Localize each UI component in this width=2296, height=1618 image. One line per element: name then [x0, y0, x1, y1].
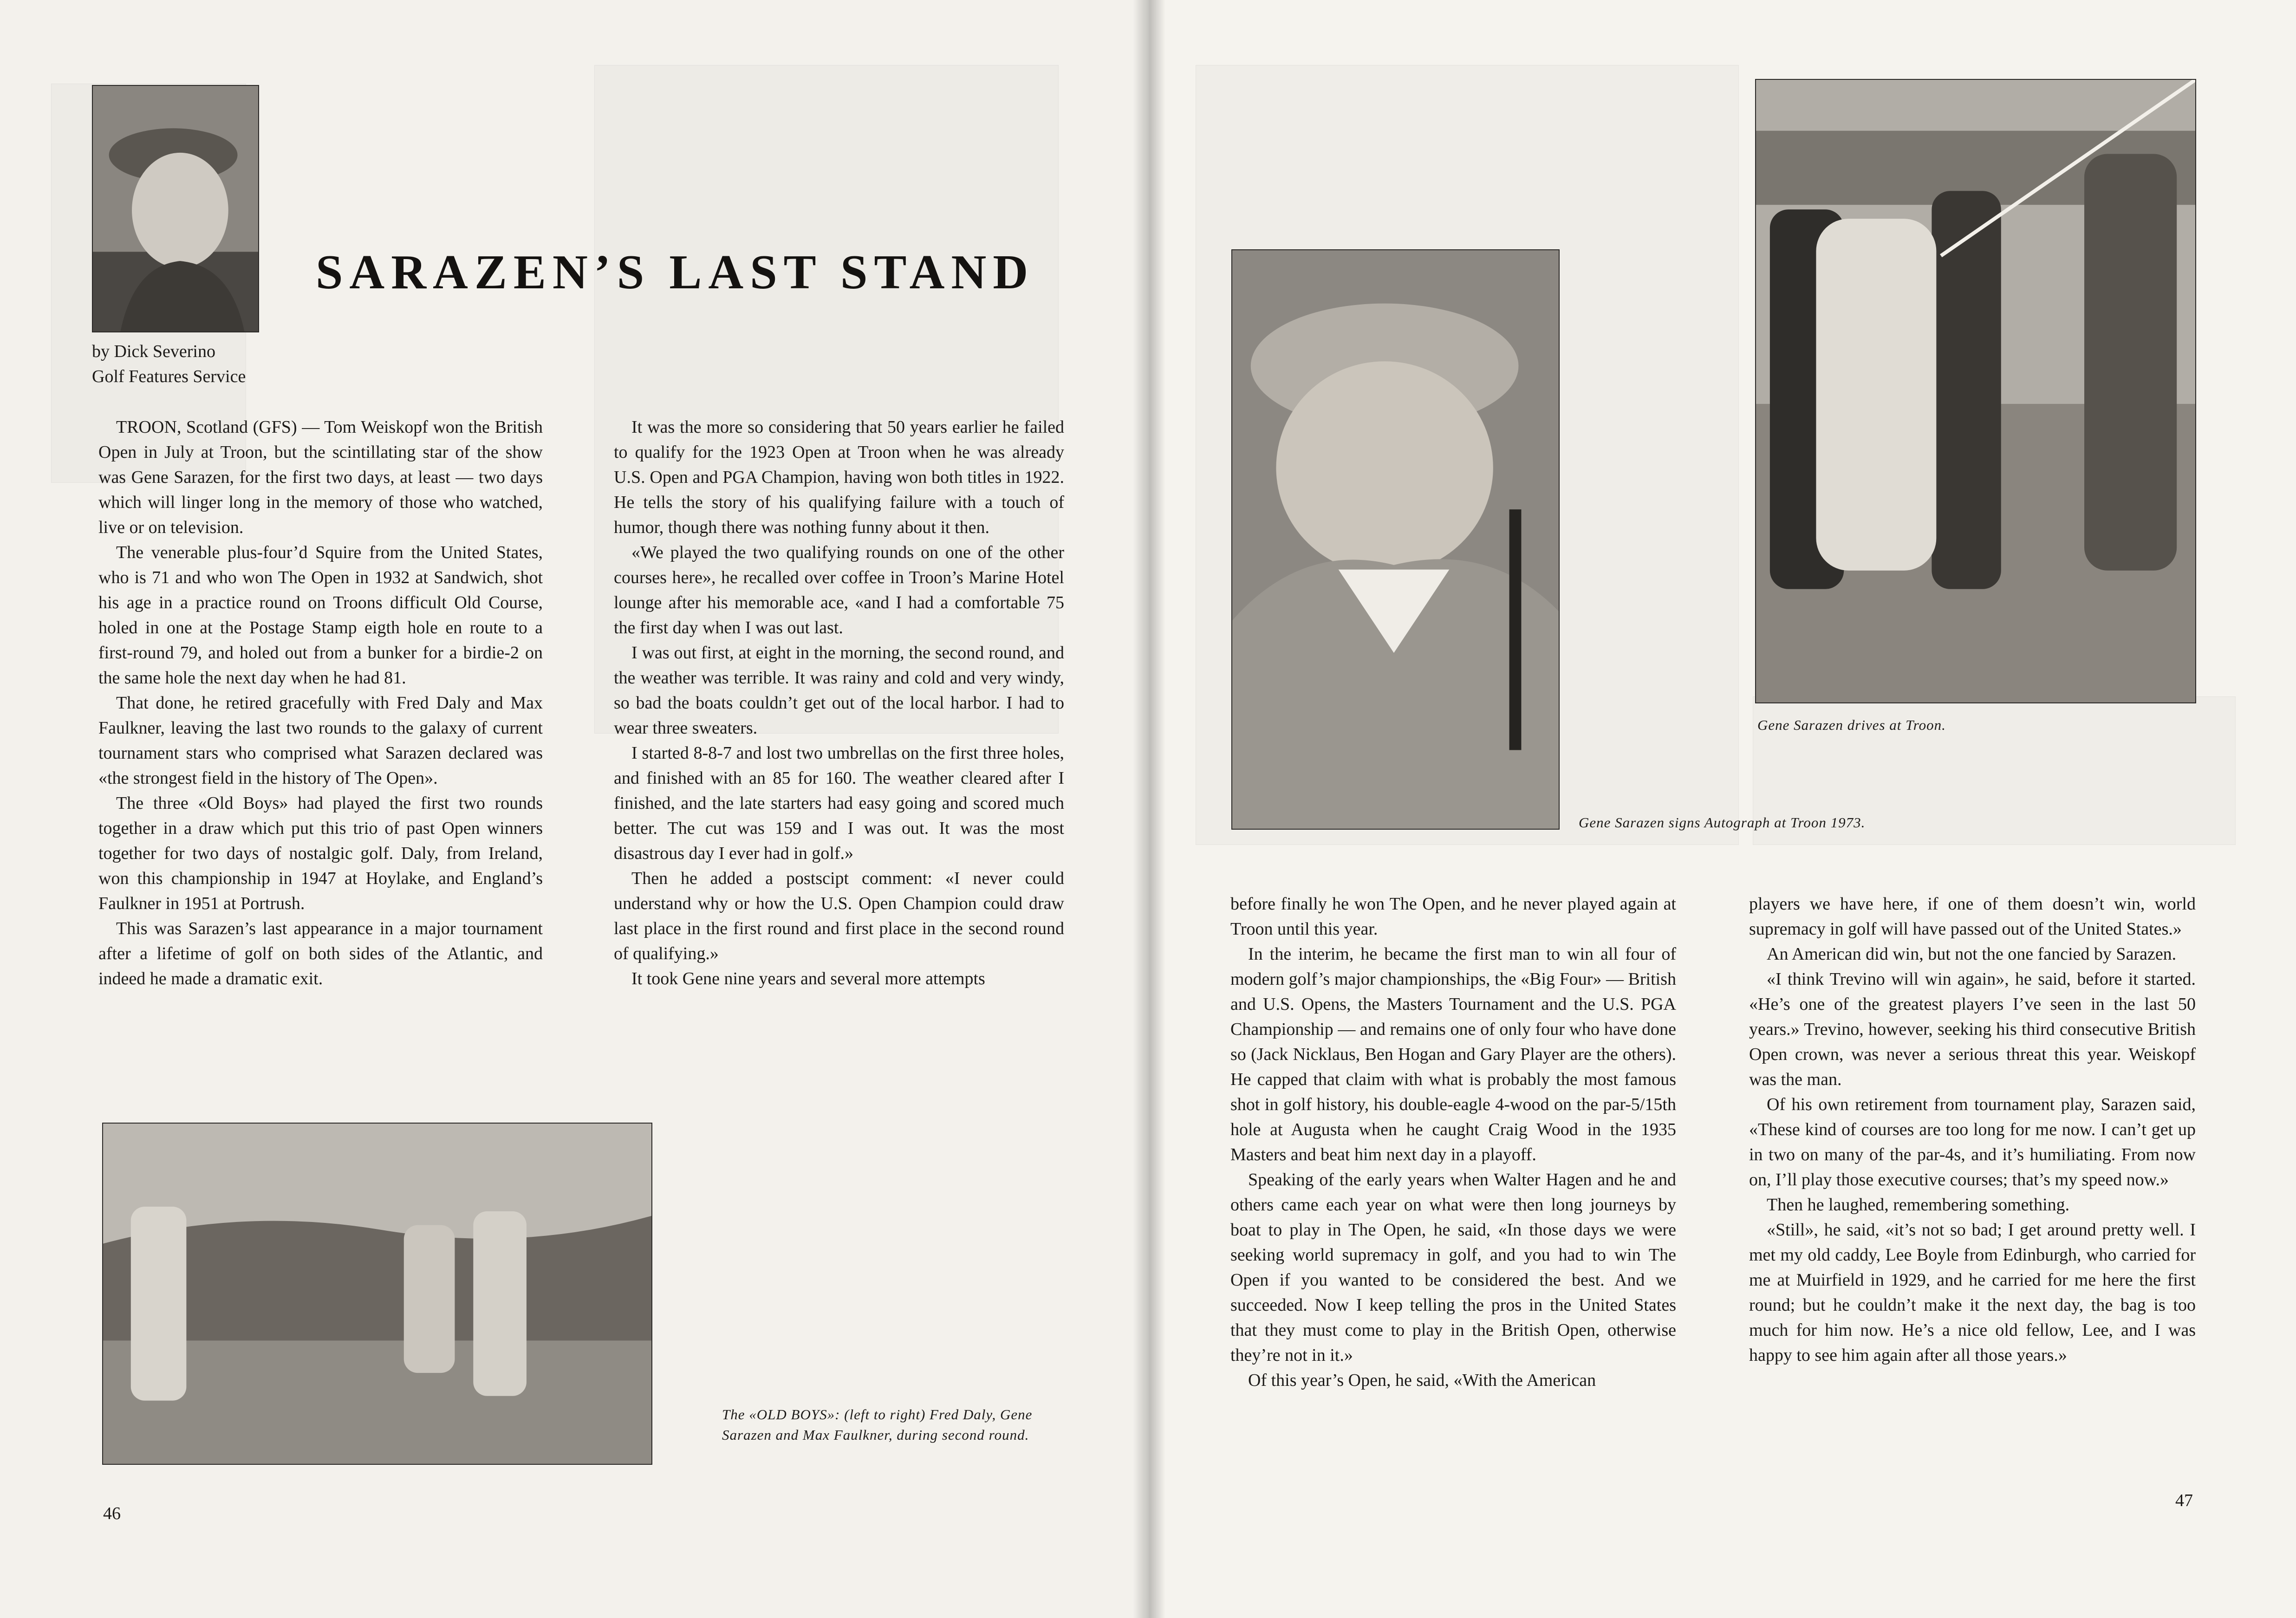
portrait-photo: [92, 85, 259, 332]
left-column-2: [614, 415, 1064, 991]
paragraph: before finally he won The Open, and he never played again at Troon until this year.: [1230, 894, 1676, 939]
paragraph: Speaking of the early years when Walter Hagen and he and others came each year on what were then long journeys by boat to play in The Open, he said, «In those days we were seeking world supremacy in golf, and you had to win The Open if you wanted to be considered the best. And we succeeded. Now I keep telling the pros in the United States that they must come to play in the British Open, otherwise they’re not in it.»: [1230, 1170, 1676, 1365]
paragraph: The venerable plus-four’d Squire from the United States, who is 71 and who won The Open in 1932 at Sandwich, shot his age in a practice round on Troons difficult Old Course, holed in one at the Postage Stamp eigth hole en route to a first-round 79, and holed out from a bunker for a birdie-2 on the same hole the next day when he had 81.: [98, 543, 543, 688]
left-page: [0, 0, 1145, 1618]
paragraph: It took Gene nine years and several more attempts: [631, 969, 985, 988]
paragraph: It was the more so considering that 50 years earlier he failed to qualify for the 1923 Open at Troon when he was already U.S. Open and PGA Champion, having won both titles in 1922. He tells the story of his qualifying failure with a touch of humor, though there was nothing funny about it then.: [614, 417, 1064, 537]
paragraph: An American did win, but not the one fancied by Sarazen.: [1767, 944, 2177, 964]
left-column-1: [98, 415, 543, 991]
paragraph: That done, he retired gracefully with Fred Daly and Max Faulkner, leaving the last two rounds to the galaxy of current tournament stars who comprised what Sarazen declared was «the strongest field in the history of The Open».: [98, 693, 543, 788]
right-column-1: [1230, 891, 1676, 1393]
old-boys-photo: [102, 1123, 652, 1465]
right-column-2: [1749, 891, 2196, 1368]
autograph-photo: [1231, 249, 1560, 830]
page-number-right: 47: [2175, 1491, 2193, 1510]
autograph-caption: Gene Sarazen signs Autograph at Troon 1973.: [1579, 814, 1866, 831]
page-number-left: 46: [103, 1504, 121, 1523]
paragraph: In the interim, he became the first man to win all four of modern golf’s major championships, the «Big Four» — British and U.S. Opens, the Masters Tournament and the U.S. PGA Championship — and remains one of only four who have done so (Jack Nicklaus, Ben Hogan and Gary Player are the others). He capped that claim with what is probably the most famous shot in golf history, his double-eagle 4-wood on the par-5/15th hole at Augusta when he caught Craig Wood in the 1935 Masters and beat him next day in a playoff.: [1230, 944, 1676, 1164]
paragraph: I started 8-8-7 and lost two umbrellas on the first three holes, and finished with an 85 for 160. The weather cleared after I finished, and the late starters had easy going and scored much better. The cut was 159 and I was out. It was the most disastrous day I ever had in golf.»: [614, 743, 1064, 863]
byline: [92, 339, 246, 389]
paragraph: The three «Old Boys» had played the first two rounds together in a draw which put this trio of past Open winners together for two days of nostalgic golf. Daly, from Ireland, won this championship in 1947 at Hoylake, and England’s Faulkner in 1951 at Portrush.: [98, 793, 543, 913]
right-page: [1145, 0, 2296, 1618]
paragraph: «Still», he said, «it’s not so bad; I get around pretty well. I met my old caddy, Lee Boyle from Edinburgh, who carried for me at Muirfield in 1929, and he carried for me here the first round; but he couldn’t make it the next day, the bag is too much for him now. He’s a nice old fellow, Lee, and I was happy to see him again after all those years.»: [1749, 1220, 2196, 1365]
paragraph: «I think Trevino will win again», he said, before it started. «He’s one of the greatest players I’ve seen in the last 50 years.» Trevino, however, seeking his third consecutive British Open crown, was never a serious threat this year. Weiskopf was the man.: [1749, 969, 2196, 1089]
byline-author: by Dick Severino: [92, 342, 215, 361]
paragraph: Then he added a postscipt comment: «I never could understand why or how the U.S. Open Champion could draw last place in the first round and first place in the second round of qualifying.»: [614, 869, 1064, 963]
book-gutter: [1133, 0, 1165, 1618]
paragraph: Of his own retirement from tournament play, Sarazen said, «These kind of courses are too long for me now. I can’t get up in two on many of the par-4s, and it’s humiliating. From now on, I’ll play those executive courses; that’s my speed now.»: [1749, 1095, 2196, 1189]
byline-agency: Golf Features Service: [92, 367, 246, 386]
paragraph: This was Sarazen’s last appearance in a major tournament after a lifetime of golf on both sides of the Atlantic, and indeed he made a dramatic exit.: [98, 919, 543, 988]
paragraph: I was out first, at eight in the morning, the second round, and the weather was terrible. It was rainy and cold and very windy, so bad the boats couldn’t get out of the local harbor. I had to wear three sweaters.: [614, 643, 1064, 738]
paragraph: «We played the two qualifying rounds on one of the other courses here», he recalled over coffee in Troon’s Marine Hotel lounge after his memorable ace, «and I had a comfortable 75 the first day when I was out last.: [614, 543, 1064, 637]
paragraph: Then he laughed, remembering something.: [1767, 1195, 2070, 1215]
drive-photo: [1755, 79, 2196, 703]
paragraph: TROON, Scotland (GFS) — Tom Weiskopf won the British Open in July at Troon, but the scintillating star of the show was Gene Sarazen, for the first two days, at least — two days which will linger long in the memory of those who watched, live or on television.: [98, 417, 543, 537]
paragraph: Of this year’s Open, he said, «With the American: [1248, 1371, 1596, 1390]
article-title: SARAZEN’S LAST STAND: [316, 245, 1035, 299]
drive-caption: Gene Sarazen drives at Troon.: [1757, 717, 1946, 733]
old-boys-caption: The «OLD BOYS»: (left to right) Fred Daly, Gene Sarazen and Max Faulkner, during second round.: [722, 1406, 1033, 1443]
paragraph: players we have here, if one of them doesn’t win, world supremacy in golf will have passed out of the United States.»: [1749, 894, 2196, 939]
